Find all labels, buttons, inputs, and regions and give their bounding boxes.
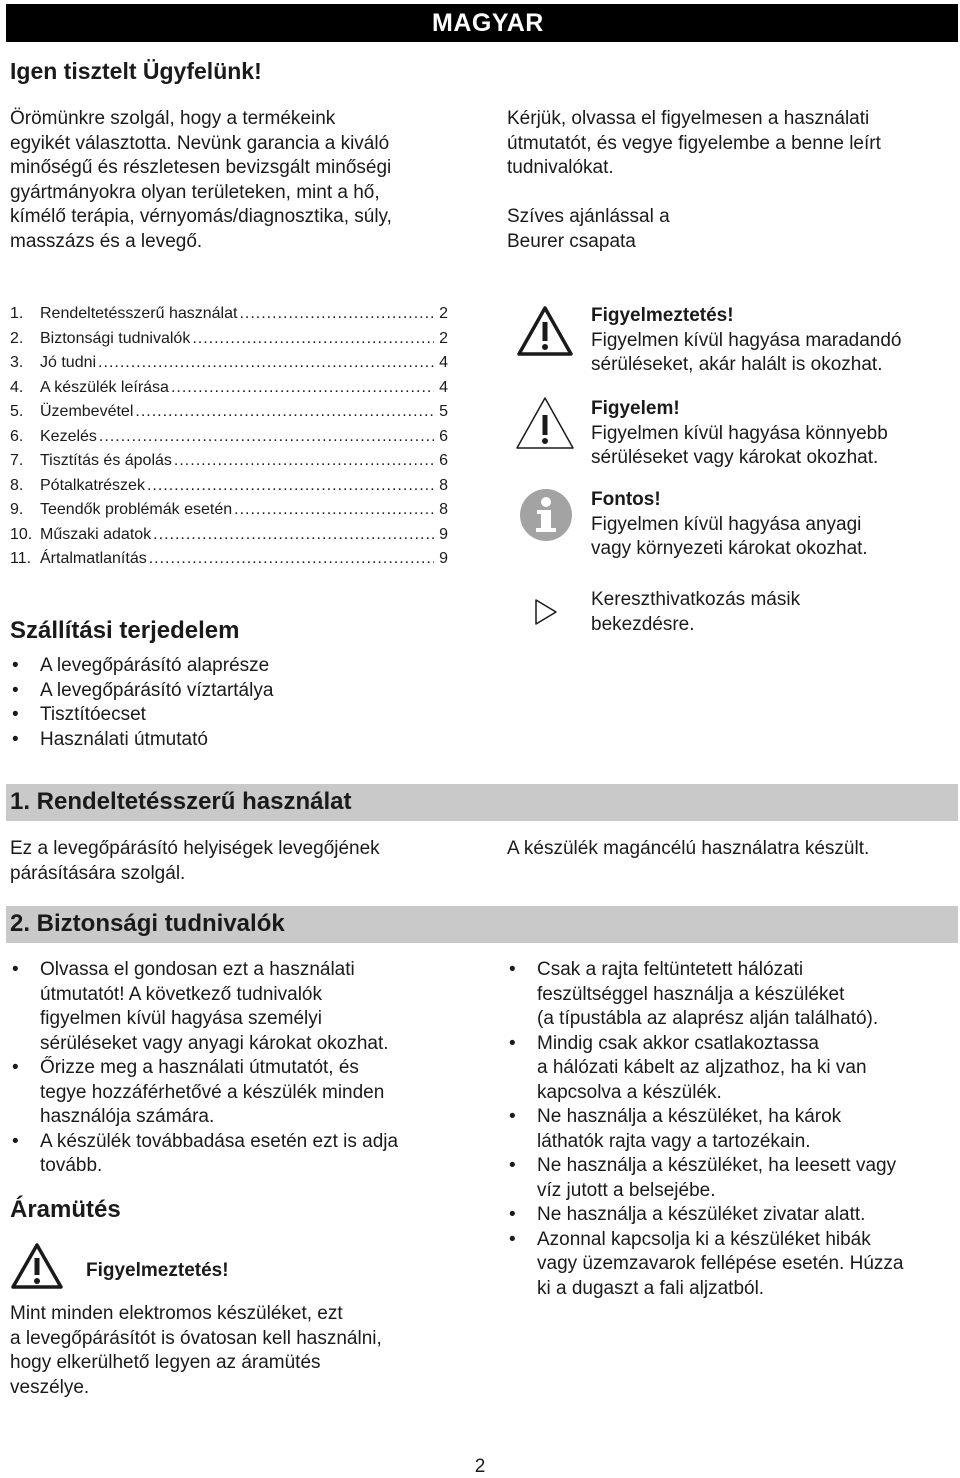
- text-line: veszélye.: [10, 1376, 90, 1398]
- text-line: Kereszthivatkozás másik: [591, 589, 801, 610]
- text-line: Figyelmen kívül hagyása maradandó: [591, 329, 902, 351]
- electric-shock-heading: Áramütés: [10, 1196, 121, 1223]
- cross-reference-arrow-icon: [533, 598, 559, 626]
- text-line: Örömünkre szolgál, hogy a termékeink: [10, 108, 336, 129]
- language-header-bar: [6, 4, 958, 42]
- text-line: Kérjük, olvassa el figyelmesen a használati: [507, 108, 870, 129]
- list-item: • Ne használja a készüléket, ha leesett vagy víz jutott a belsejébe.: [507, 1154, 959, 1203]
- text-line: Mint minden elektromos készüléket, ezt: [10, 1303, 343, 1324]
- toc-item[interactable]: 3. Jó tudni ..... 4: [10, 351, 448, 376]
- toc-item[interactable]: 7. Tisztítás és ápolás ..... 6: [10, 449, 448, 474]
- list-item: • Ne használja a készüléket, ha károk láthatók rajta vagy a tartozékain.: [507, 1105, 959, 1154]
- text-line: egyikét választotta. Nevünk garancia a kiváló: [10, 132, 390, 154]
- warning-legend-title: Figyelmeztetés!: [591, 305, 734, 326]
- list-item: • Használati útmutató: [10, 728, 480, 753]
- text-line: útmutatót, és vegye figyelembe a benne leírt: [507, 132, 881, 154]
- text-line: gyártmányokra olyan területeken, mint a hő,: [10, 181, 380, 203]
- caution-legend: [591, 397, 956, 471]
- info-icon: [519, 488, 573, 542]
- text-line: masszázs és a levegő.: [10, 230, 203, 252]
- text-line: Figyelmen kívül hagyása könnyebb: [591, 422, 888, 444]
- text-line: párásítására szolgál.: [10, 862, 186, 884]
- shock-text: [10, 1302, 485, 1400]
- section-2-bar: [6, 906, 958, 943]
- safety-list-left: [10, 958, 485, 1179]
- warning-triangle-icon: [516, 305, 574, 357]
- toc-item[interactable]: 2. Biztonsági tudnivalók ..... 2: [10, 327, 448, 352]
- section-1-bar: [6, 784, 958, 821]
- list-item: • Őrizze meg a használati útmutatót, és tegye hozzáférhetővé a készülék minden használója számára.: [10, 1056, 485, 1130]
- closing-signature: [507, 205, 957, 254]
- intro-text-left: [10, 107, 480, 254]
- shock-warning-label: Figyelmeztetés!: [86, 1260, 229, 1281]
- list-item: • Mindig csak akkor csatlakoztassa a hálózati kábelt az aljzathoz, ha ki van kapcsolva a készülék.: [507, 1032, 959, 1106]
- toc-item[interactable]: 10. Műszaki adatok ..... 9: [10, 523, 448, 548]
- list-item: • Ne használja a készüléket zivatar alatt.: [507, 1203, 959, 1228]
- text-line: Szíves ajánlással a: [507, 206, 670, 227]
- delivery-heading: Szállítási terjedelem: [10, 617, 240, 644]
- text-line: Ez a levegőpárásító helyiségek levegőjének: [10, 838, 380, 859]
- table-of-contents: [10, 302, 448, 572]
- text-line: Beurer csapata: [507, 230, 636, 252]
- text-line: tudnivalókat.: [507, 157, 614, 178]
- section-1-text-left: [10, 837, 480, 886]
- toc-item[interactable]: 8. Pótalkatrészek ..... 8: [10, 474, 448, 499]
- text-line: sérüléseket, akár halált is okozhat.: [591, 354, 883, 375]
- text-line: vagy környezeti károkat okozhat.: [591, 538, 868, 559]
- delivery-list: [10, 654, 480, 752]
- caution-legend-title: Figyelem!: [591, 398, 680, 419]
- toc-item[interactable]: 6. Kezelés ..... 6: [10, 425, 448, 450]
- list-item: • Tisztítóecset: [10, 703, 480, 728]
- section-1-text-right: A készülék magáncélú használatra készült.: [507, 838, 870, 859]
- greeting-heading: Igen tisztelt Ügyfelünk!: [10, 58, 262, 84]
- caution-triangle-icon: [514, 395, 576, 451]
- toc-item[interactable]: 5. Üzembevétel ..... 5: [10, 400, 448, 425]
- list-item: • Olvassa el gondosan ezt a használati útmutatót! A következő tudnivalók figyelmen kívül hagyása személyi sérüléseket vagy anyagi károkat okozhat.: [10, 958, 485, 1056]
- section-1-heading: 1. Rendeltetésszerű használat: [10, 788, 352, 815]
- safety-list-right: [507, 958, 959, 1301]
- text-line: Figyelmen kívül hagyása anyagi: [591, 513, 862, 535]
- text-line: hogy elkerülhető legyen az áramütés: [10, 1352, 321, 1373]
- warning-triangle-icon: [10, 1242, 64, 1290]
- section-2-heading: 2. Biztonsági tudnivalók: [10, 910, 285, 937]
- list-item: • A levegőpárásító víztartálya: [10, 679, 480, 704]
- page-number: 2: [474, 1456, 486, 1477]
- text-line: sérüléseket vagy károkat okozhat.: [591, 447, 879, 468]
- text-line: kímélő terápia, vérnyomás/diagnosztika, súly,: [10, 206, 392, 227]
- toc-item[interactable]: 9. Teendők problémák esetén ..... 8: [10, 498, 448, 523]
- warning-legend: [591, 304, 956, 378]
- important-legend: [591, 488, 956, 562]
- list-item: • Azonnal kapcsolja ki a készüléket hibák vagy üzemzavarok fellépése esetén. Húzza ki a dugaszt a fali aljzatból.: [507, 1228, 959, 1302]
- intro-text-right: [507, 107, 957, 181]
- list-item: • Csak a rajta feltüntetett hálózati feszültséggel használja a készüléket (a típustábla az alaprész alján található).: [507, 958, 959, 1032]
- toc-item[interactable]: 1. Rendeltetésszerű használat ..... 2: [10, 302, 448, 327]
- text-line: a levegőpárásítót is óvatosan kell használni,: [10, 1327, 382, 1349]
- list-item: • A levegőpárásító alaprésze: [10, 654, 480, 679]
- text-line: bekezdésre.: [591, 613, 695, 635]
- list-item: • A készülék továbbadása esetén ezt is adja tovább.: [10, 1130, 485, 1179]
- text-line: minőségű és részletesen bevizsgált minőségi: [10, 157, 392, 178]
- toc-item[interactable]: 11. Ártalmatlanítás ..... 9: [10, 547, 448, 572]
- important-legend-title: Fontos!: [591, 489, 661, 510]
- language-label: MAGYAR: [432, 9, 544, 37]
- toc-item[interactable]: 4. A készülék leírása ..... 4: [10, 376, 448, 401]
- cross-reference-legend: [591, 588, 956, 637]
